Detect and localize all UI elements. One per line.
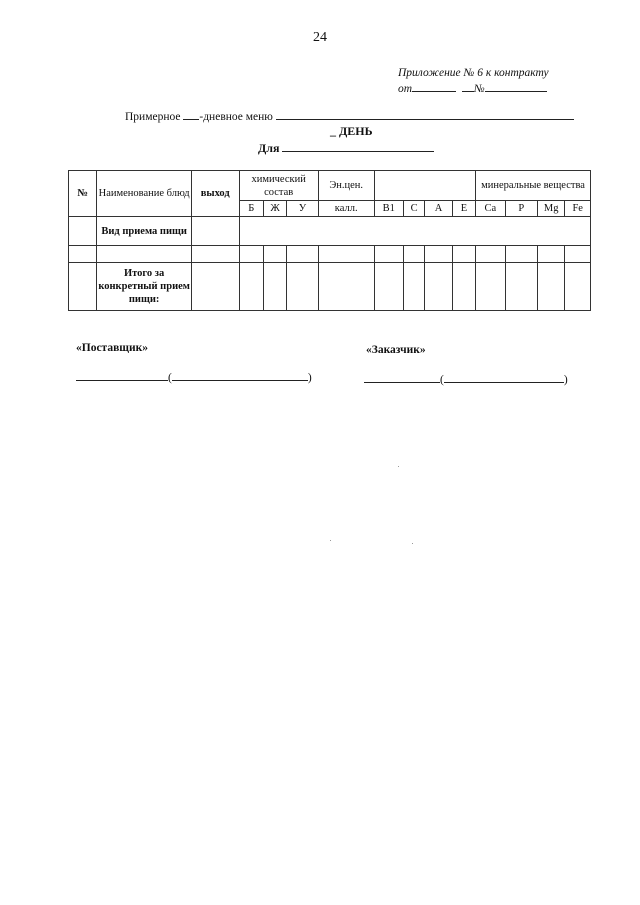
table-header-row [69, 171, 591, 201]
table-cell [505, 263, 537, 311]
table-cell [318, 246, 374, 263]
sub-p: P [505, 201, 537, 217]
col-vitamins-header [374, 171, 476, 201]
customer-label: «Заказчик» [366, 344, 426, 356]
menu-name-blank [276, 109, 574, 120]
table-cell [287, 246, 318, 263]
sub-b: Б [239, 201, 263, 217]
for-line [258, 141, 434, 156]
table-cell [239, 246, 263, 263]
table-cell [191, 263, 239, 311]
supplier-name-blank [172, 370, 308, 381]
speck [398, 466, 399, 467]
col-output-header: выход [191, 171, 239, 217]
for-label: Для [258, 141, 280, 155]
meal-type-output-cell [191, 217, 239, 246]
meal-type-num-cell [69, 217, 97, 246]
table-cell [374, 263, 403, 311]
table-cell [263, 246, 286, 263]
sub-fe: Fe [565, 201, 591, 217]
table-cell [425, 246, 452, 263]
col-minerals-header: минеральные вещества [476, 171, 591, 201]
appendix-number-label: № [473, 83, 485, 95]
sub-e: Е [452, 201, 475, 217]
appendix-block [398, 66, 549, 97]
table-cell [452, 246, 475, 263]
table-cell [505, 246, 537, 263]
meal-type-span-cell [239, 217, 590, 246]
table-cell [404, 263, 425, 311]
appendix-from-label: от [398, 83, 413, 95]
table-cell [565, 263, 591, 311]
sub-zh: Ж [263, 201, 286, 217]
supplier-signature-blank [76, 370, 168, 381]
table-row [69, 246, 591, 263]
total-row [69, 263, 591, 311]
table-cell [374, 246, 403, 263]
sub-kcal: калл. [318, 201, 374, 217]
menu-suffix: -дневное меню [199, 111, 273, 123]
table-cell [69, 246, 97, 263]
table-cell [263, 263, 286, 311]
sub-c: С [404, 201, 425, 217]
menu-prefix: Примерное [125, 111, 181, 123]
customer-name-blank [444, 372, 564, 383]
table-cell [476, 246, 505, 263]
appendix-contract-line [398, 81, 549, 97]
for-blank [282, 141, 434, 152]
table-cell [97, 246, 191, 263]
col-energy-header: Эн.цен. [318, 171, 374, 201]
customer-signature-line: ( ) [364, 372, 568, 386]
day-heading: _ ДЕНЬ [330, 124, 373, 138]
table-cell [404, 246, 425, 263]
total-label: Итого за конкретный прием пищи: [97, 263, 191, 311]
sub-ca: Ca [476, 201, 505, 217]
meal-type-row [69, 217, 591, 246]
supplier-label: «Поставщик» [76, 342, 149, 354]
menu-table [68, 170, 591, 311]
table-cell [538, 246, 565, 263]
speck [330, 540, 331, 541]
page-number: 24 [313, 30, 327, 45]
table-cell [287, 263, 318, 311]
days-blank [183, 109, 199, 120]
sub-a: А [425, 201, 452, 217]
sub-mg: Mg [538, 201, 565, 217]
table-cell [425, 263, 452, 311]
customer-signature-blank [364, 372, 440, 383]
total-num-cell [69, 263, 97, 311]
col-number-header: № [69, 171, 97, 217]
meal-type-label: Вид приема пищи [97, 217, 191, 246]
sub-b1: B1 [374, 201, 403, 217]
sub-u: У [287, 201, 318, 217]
table-cell [538, 263, 565, 311]
table-cell [239, 263, 263, 311]
menu-title-line [125, 109, 574, 123]
col-chem-header: химический состав [239, 171, 318, 201]
table-cell [191, 246, 239, 263]
speck [412, 543, 413, 544]
appendix-title: Приложение № 6 к контракту [398, 67, 549, 79]
number-prefix-blank [462, 81, 474, 92]
date-blank [412, 81, 456, 92]
table-cell [452, 263, 475, 311]
table-cell [476, 263, 505, 311]
col-name-header: Наименование блюд [97, 171, 191, 217]
number-blank [485, 81, 547, 92]
table-cell [565, 246, 591, 263]
supplier-signature-line: ( ) [76, 370, 312, 384]
table-cell [318, 263, 374, 311]
